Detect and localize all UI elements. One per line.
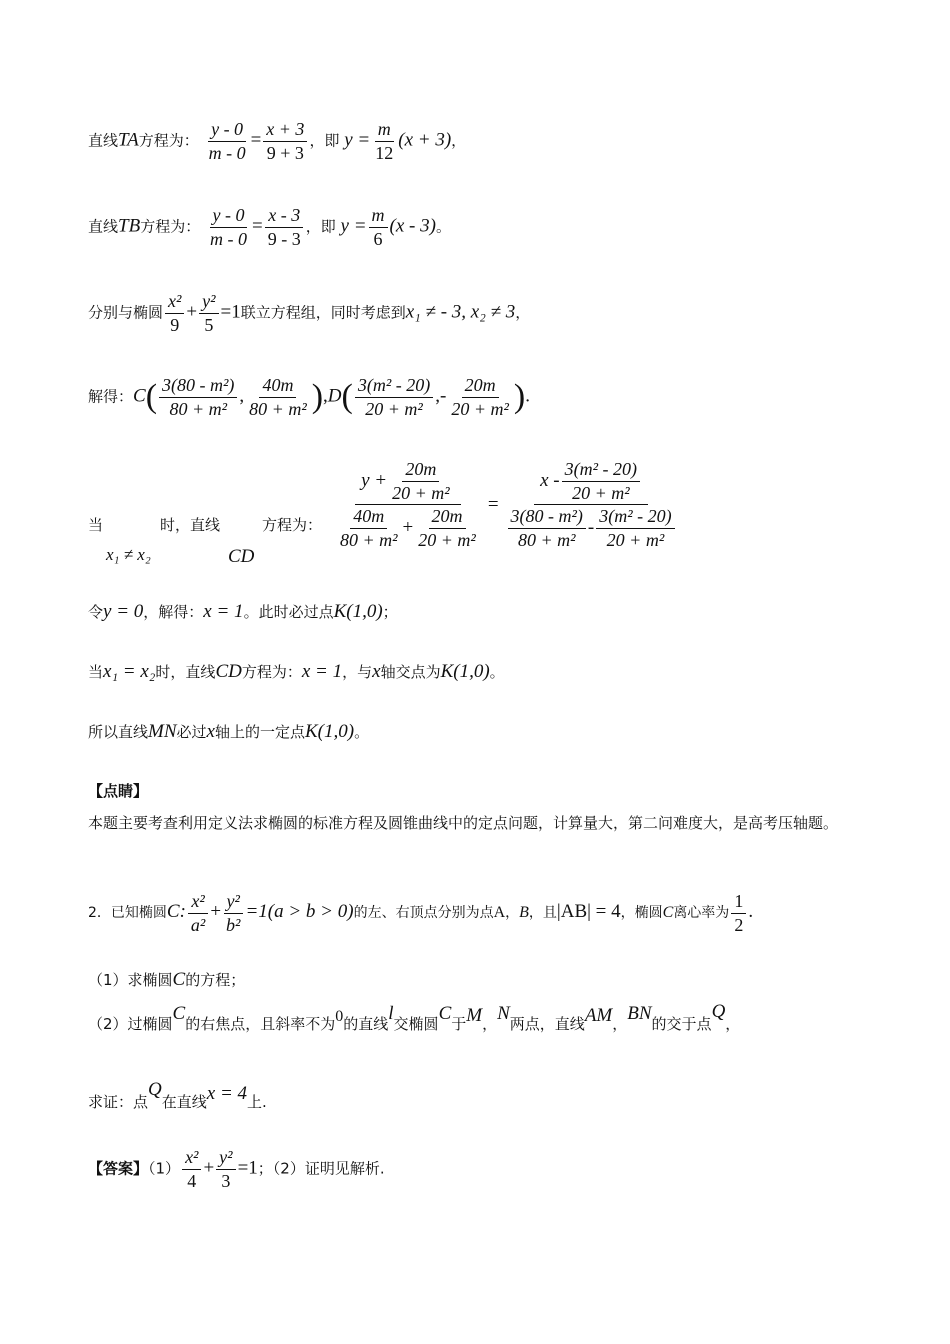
fraction xyxy=(206,118,249,164)
denominator: 3 xyxy=(221,1170,231,1191)
fraction xyxy=(216,1146,235,1192)
fraction xyxy=(731,890,746,936)
denominator: 80 + m² xyxy=(249,398,307,419)
line-ta-equation xyxy=(88,118,466,164)
text: （1） xyxy=(148,1159,181,1178)
text: （2）过椭圆 xyxy=(88,1015,173,1033)
fraction xyxy=(199,290,218,336)
denominator: 20 + m² xyxy=(451,398,509,419)
denominator: 80 + m² xyxy=(517,529,576,550)
cd-eq-is: 方程为： xyxy=(262,516,323,534)
fraction xyxy=(182,1146,201,1192)
text: 轴交点为 xyxy=(380,663,441,681)
text: ， xyxy=(505,905,520,921)
numerator: x + 3 xyxy=(263,118,307,142)
denominator: 9 + 3 xyxy=(266,142,304,163)
text: ， xyxy=(725,1015,741,1033)
math: . xyxy=(525,385,530,407)
numerator: 3(m² - 20) xyxy=(596,505,674,529)
math: C xyxy=(172,1003,186,1024)
cd-label: CD xyxy=(228,546,255,567)
numerator: y² xyxy=(199,290,218,314)
numerator: y - 0 xyxy=(208,118,246,142)
cd-when: 当 xyxy=(88,516,104,534)
math: A xyxy=(493,904,506,921)
denominator: 20 + m² xyxy=(392,482,450,503)
numerator: 1 xyxy=(731,890,746,914)
paren: ( xyxy=(341,378,353,415)
math: y + xyxy=(361,470,388,492)
text: 在直线 xyxy=(161,1093,207,1111)
math: B xyxy=(519,904,529,921)
paren: ) xyxy=(311,378,324,415)
denominator: 20 + m² xyxy=(606,529,665,550)
text: ； xyxy=(382,603,398,621)
math: =1 xyxy=(220,301,241,323)
numerator: 3(80 - m²) xyxy=(159,374,237,398)
text: 直线 xyxy=(88,131,119,150)
fraction xyxy=(415,505,479,551)
math: x xyxy=(372,661,381,682)
text: 的方程； xyxy=(185,971,246,989)
denominator: m - 0 xyxy=(208,142,246,163)
dianjing-heading: 【点睛】 xyxy=(88,782,149,800)
math: BN xyxy=(627,1003,652,1024)
let-y-zero-line xyxy=(88,602,398,621)
numerator: 3(80 - m²) xyxy=(508,505,586,529)
denominator: 80 + m² xyxy=(340,529,398,550)
denominator: 20 + m² xyxy=(365,398,423,419)
denominator: 9 xyxy=(170,314,180,335)
right-bottom xyxy=(503,505,680,551)
text: 方程为： xyxy=(241,663,302,681)
fraction xyxy=(246,374,310,420)
math: + xyxy=(186,301,198,323)
numerator: 3(m² - 20) xyxy=(562,458,640,482)
math: Q xyxy=(148,1079,162,1100)
text: 的左、右顶点分别为点 xyxy=(353,905,494,921)
math: 0 xyxy=(335,1008,344,1025)
numerator: 20m xyxy=(402,458,439,482)
left-top xyxy=(355,458,461,505)
denominator: 9 - 3 xyxy=(267,228,301,249)
fraction xyxy=(207,204,250,250)
numerator: x² xyxy=(188,890,207,914)
fraction xyxy=(369,204,388,250)
conclusion-line xyxy=(88,722,369,741)
math: + xyxy=(210,901,222,922)
text: ；（2）证明见解析. xyxy=(257,1159,385,1178)
line-tb-equation xyxy=(88,204,451,250)
math: + xyxy=(402,517,414,539)
math: K(1,0) xyxy=(304,721,355,742)
text: 时，直线 xyxy=(155,663,216,681)
numerator: y² xyxy=(224,890,243,914)
fraction xyxy=(337,505,401,551)
fraction xyxy=(159,374,237,420)
math: x = 4 xyxy=(206,1083,248,1104)
fraction xyxy=(448,374,512,420)
text: ， xyxy=(482,1015,498,1033)
equal-case-line xyxy=(88,662,505,681)
math: x = 1 xyxy=(203,601,244,622)
numerator: x - 3 xyxy=(265,204,303,228)
numerator: 20m xyxy=(429,505,466,529)
paren: ( xyxy=(145,378,158,415)
math: C xyxy=(438,1003,452,1024)
text: 于 xyxy=(451,1015,467,1033)
text: 方程为： xyxy=(138,131,199,150)
text: 分别与椭圆 xyxy=(88,303,164,322)
text: 的直线 xyxy=(343,1015,389,1033)
cd-time: 时，直线 xyxy=(160,516,221,534)
right-compound-fraction xyxy=(503,458,680,551)
fraction xyxy=(508,505,586,551)
math: M xyxy=(466,1005,483,1026)
text: 的交于点 xyxy=(651,1015,712,1033)
denominator: 2 xyxy=(734,914,744,935)
text: 当 xyxy=(88,663,104,681)
text: 。 xyxy=(489,663,505,681)
numerator: 3(m² - 20) xyxy=(355,374,433,398)
math: C xyxy=(133,385,146,407)
denominator: m - 0 xyxy=(210,228,247,249)
text: 。 xyxy=(435,217,451,236)
math: y = 0 xyxy=(103,601,144,622)
text: 两点，直线 xyxy=(509,1015,585,1033)
text: ， xyxy=(451,131,467,150)
text: 求证：点 xyxy=(88,1093,149,1111)
math: =1(a > b > 0) xyxy=(245,901,354,922)
math: . xyxy=(748,901,754,922)
numerator: 40m xyxy=(259,374,296,398)
math: l xyxy=(388,1003,394,1024)
ellipse-system-line xyxy=(88,290,530,336)
text: 。此时必过点 xyxy=(243,603,334,621)
math: CD xyxy=(215,661,242,682)
left-compound-fraction xyxy=(332,458,484,551)
math: = xyxy=(250,129,262,151)
text: （1）求椭圆 xyxy=(88,971,173,989)
text: 离心率为 xyxy=(673,905,730,921)
math: C xyxy=(172,969,186,990)
math: - xyxy=(587,517,595,539)
left-bottom xyxy=(332,505,484,551)
fraction xyxy=(372,118,396,164)
text: 交椭圆 xyxy=(393,1015,439,1033)
comma: , xyxy=(435,385,440,407)
denominator: 20 + m² xyxy=(572,482,630,503)
math: C xyxy=(662,904,674,921)
math: = xyxy=(487,493,499,515)
fraction xyxy=(223,890,243,936)
fraction xyxy=(265,204,304,250)
text: ，椭圆 xyxy=(620,905,663,921)
math: x = 1 xyxy=(301,661,343,682)
numerator: m xyxy=(369,204,388,228)
fraction xyxy=(562,458,640,504)
math: (x - 3) xyxy=(389,215,436,237)
numerator: 20m xyxy=(462,374,499,398)
fraction xyxy=(188,890,208,936)
math: - xyxy=(440,385,447,407)
math: AM xyxy=(584,1005,613,1026)
math: y = xyxy=(340,215,367,237)
math: C: xyxy=(166,901,186,922)
math: =1 xyxy=(237,1157,258,1179)
question-1 xyxy=(88,970,245,989)
text: 轴上的一定点 xyxy=(214,723,305,741)
right-top xyxy=(534,458,648,505)
math: x₁ = x₂ xyxy=(103,661,156,682)
text: ， xyxy=(515,303,531,322)
math: Q xyxy=(711,1001,726,1022)
math: x xyxy=(206,721,215,742)
dianjing-body: 本题主要考查利用定义法求椭圆的标准方程及圆锥曲线中的定点问题，计算量大，第二问难度大，是高考压轴题。 xyxy=(88,814,839,832)
text: 令 xyxy=(88,603,104,621)
text: 解得： xyxy=(88,387,134,406)
text: ，与 xyxy=(342,663,373,681)
math: TB xyxy=(118,215,141,237)
math: y = xyxy=(344,129,371,151)
solve-cd-line xyxy=(88,374,530,420)
problem-2-statement xyxy=(88,890,753,936)
comma: , xyxy=(323,385,328,407)
numerator: x² xyxy=(165,290,184,314)
math: (x + 3) xyxy=(398,129,452,151)
text: ，解得： xyxy=(143,603,204,621)
text: 的右焦点，且斜率不为 xyxy=(185,1015,336,1033)
comma: , xyxy=(239,385,245,407)
math: + xyxy=(203,1157,215,1179)
numerator: m xyxy=(375,118,394,142)
text: 所以直线 xyxy=(88,723,149,741)
math: K(1,0) xyxy=(333,601,383,622)
prove-line xyxy=(88,1079,267,1111)
math: N xyxy=(497,1003,510,1024)
denominator: 80 + m² xyxy=(169,398,227,419)
text: 直线 xyxy=(88,217,119,236)
math: D xyxy=(327,385,342,407)
text: 上. xyxy=(247,1093,267,1111)
text: ， xyxy=(612,1015,628,1033)
text: 。 xyxy=(354,723,370,741)
denominator: a² xyxy=(190,914,206,935)
answer-line xyxy=(88,1146,385,1192)
fraction xyxy=(263,118,307,164)
text: 联立方程组，同时考虑到 xyxy=(240,303,406,322)
fraction xyxy=(389,458,453,504)
fraction xyxy=(165,290,184,336)
math: MN xyxy=(148,721,177,742)
numerator: y² xyxy=(216,1146,235,1170)
denominator: 20 + m² xyxy=(418,529,476,550)
cd-condition: x₁ ≠ x₂ xyxy=(106,545,151,564)
denominator: 12 xyxy=(375,142,394,163)
question-2 xyxy=(88,1001,741,1033)
cd-big-equation xyxy=(330,458,682,551)
numerator: y - 0 xyxy=(210,204,248,228)
denominator: 4 xyxy=(187,1170,197,1191)
fraction xyxy=(596,505,674,551)
denominator: 5 xyxy=(204,314,214,335)
numerator: x² xyxy=(182,1146,201,1170)
denominator: 6 xyxy=(373,228,383,249)
denominator: b² xyxy=(226,914,241,935)
text: ，即 xyxy=(305,217,336,236)
math: = xyxy=(252,215,263,237)
numerator: 40m xyxy=(350,505,387,529)
text: ，即 xyxy=(309,131,340,150)
math: x₁ ≠ - 3, x₂ ≠ 3 xyxy=(405,301,516,323)
paren: ) xyxy=(513,378,526,415)
math: |AB| = 4 xyxy=(556,901,621,922)
fraction xyxy=(355,374,433,420)
text: 方程为： xyxy=(140,217,201,236)
math: x - xyxy=(540,470,560,492)
answer-heading: 【答案】 xyxy=(88,1159,149,1178)
text: ，且 xyxy=(528,905,557,921)
math: K(1,0) xyxy=(440,661,490,682)
text: 2．已知椭圆 xyxy=(88,905,167,921)
math: TA xyxy=(118,129,139,151)
text: 必过 xyxy=(176,723,207,741)
